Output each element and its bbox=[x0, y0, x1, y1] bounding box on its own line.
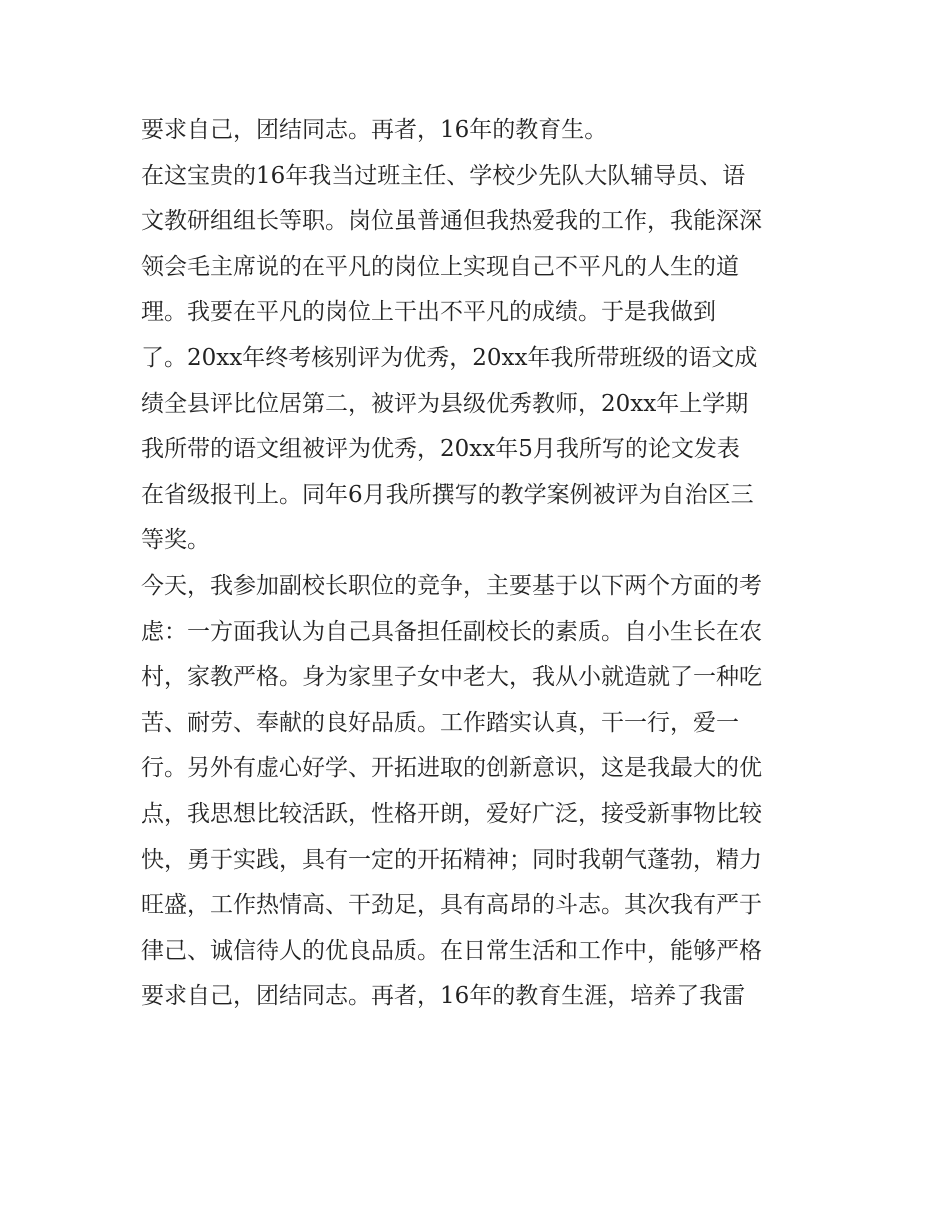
text-line: 文教研组组长等职。岗位虽普通但我热爱我的工作，我能深深 bbox=[141, 208, 762, 235]
text-line: 行。另外有虚心好学、开拓进取的创新意识，这是我最大的优 bbox=[141, 755, 762, 782]
text-line: 旺盛，工作热情高、干劲足，具有高昂的斗志。其次我有严于 bbox=[141, 892, 762, 919]
text-line: 了。20xx年终考核别评为优秀，20xx年我所带班级的语文成 bbox=[141, 344, 758, 371]
text-line: 今天，我参加副校长职位的竞争，主要基于以下两个方面的考 bbox=[141, 572, 762, 599]
text-line: 虑：一方面我认为自己具备担任副校长的素质。自小生长在农 bbox=[141, 618, 762, 645]
text-line: 在省级报刊上。同年6月我所撰写的教学案例被评为自治区三 bbox=[141, 481, 754, 508]
body-text bbox=[141, 108, 831, 1020]
text-line: 苦、耐劳、奉献的良好品质。工作踏实认真，干一行，爱一 bbox=[141, 709, 739, 736]
text-line: 领会毛主席说的在平凡的岗位上实现自己不平凡的人生的道 bbox=[141, 253, 739, 280]
text-line: 点，我思想比较活跃，性格开朗，爱好广泛，接受新事物比较 bbox=[141, 800, 762, 827]
text-line: 理。我要在平凡的岗位上干出不平凡的成绩。于是我做到 bbox=[141, 299, 716, 326]
text-line: 绩全县评比位居第二，被评为县级优秀教师，20xx年上学期 bbox=[141, 390, 749, 417]
text-line: 要求自己，团结同志。再者，16年的教育生涯，培养了我雷 bbox=[141, 983, 746, 1010]
text-line: 在这宝贵的16年我当过班主任、学校少先队大队辅导员、语 bbox=[141, 162, 746, 189]
text-line: 律己、诚信待人的优良品质。在日常生活和工作中，能够严格 bbox=[141, 937, 762, 964]
text-line: 村，家教严格。身为家里子女中老大，我从小就造就了一种吃 bbox=[141, 664, 762, 691]
text-line: 我所带的语文组被评为优秀，20xx年5月我所写的论文发表 bbox=[141, 436, 740, 463]
text-line: 快，勇于实践，具有一定的开拓精神；同时我朝气蓬勃，精力 bbox=[141, 846, 762, 873]
text-line: 等奖。 bbox=[141, 527, 210, 554]
text-line: 要求自己，团结同志。再者，16年的教育生。 bbox=[141, 117, 608, 143]
